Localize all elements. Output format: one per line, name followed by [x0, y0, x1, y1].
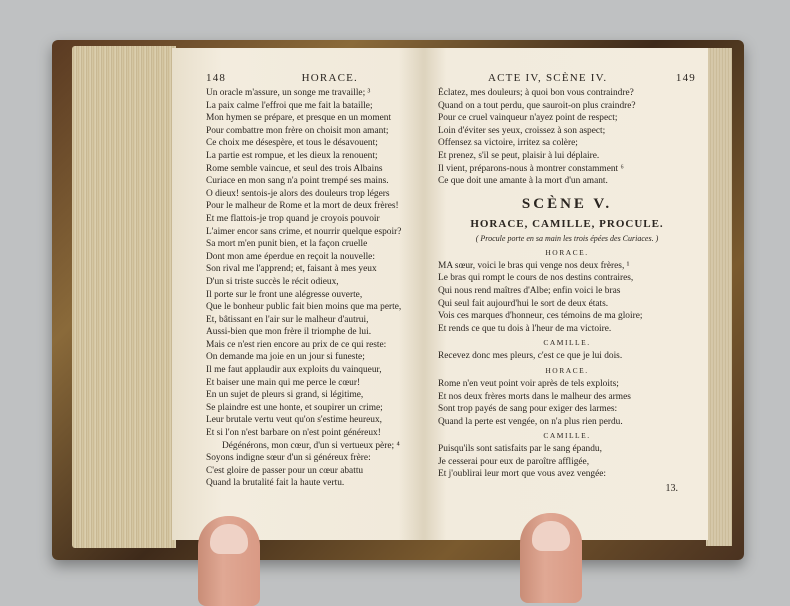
verse-line: Rome semble vaincue, et seul des trois Albains	[206, 163, 383, 174]
verse-line: Quand on a tout perdu, que sauroit-on plus craindre?	[438, 100, 636, 111]
verse-line: Puisqu'ils sont satisfaits par le sang épandu,	[438, 444, 602, 455]
speech-lines	[438, 443, 696, 481]
verse-line: Pour combattre mon frère on choisit mon amant;	[206, 125, 389, 136]
verse-line: Éclatez, mes douleurs; à quoi bon vous contraindre?	[438, 88, 634, 98]
verse-line: Pour ce cruel vainqueur n'ayez point de respect;	[438, 113, 618, 124]
verse-line: Et j'oublirai leur mort que vous avez vengée:	[438, 469, 607, 480]
page-edges-right	[706, 48, 732, 546]
verse-line: Sont trop payés de sang pour exiger des larmes:	[438, 404, 618, 415]
left-verse-block	[206, 87, 414, 490]
right-page	[424, 48, 708, 540]
right-page-number: 149	[675, 72, 696, 84]
speech-lines	[438, 260, 696, 336]
verse-line: Et prenez, s'il se peut, plaisir à lui déplaire.	[438, 150, 600, 161]
speaker-name: HORACE.	[545, 247, 589, 257]
speaker-name: CAMILLE.	[543, 431, 591, 441]
left-running-head	[206, 72, 414, 84]
verse-line: Et si l'on n'est barbare on n'est point généreux!	[206, 428, 381, 439]
right-thumbnail	[532, 521, 570, 551]
verse-line: Son rival me l'apprend; et, faisant à mes yeux	[206, 264, 377, 275]
speech-lines	[438, 378, 696, 428]
verse-line: Et baiser une main qui me perce le cœur!	[206, 377, 361, 388]
verse-line: En un sujet de pleurs si grand, si légitime,	[206, 390, 364, 401]
verse-line: Et rends ce que tu dois à l'heur de ma victoire.	[438, 323, 612, 334]
verse-line: Dont mon ame éperdue en reçoit la nouvelle:	[206, 251, 375, 262]
verse-line: Dégénérons, mon cœur, d'un si vertueux père; ⁴	[222, 440, 400, 451]
verse-line: Je cesserai pour eux de paroître affligée,	[438, 456, 590, 467]
verse-line: On demande ma joie en un jour si funeste;	[206, 352, 365, 363]
verse-line: O dieux! sentois-je alors des douleurs trop légers	[206, 188, 390, 199]
scene-title: SCÈNE V.	[521, 195, 613, 212]
verse-line: Leur brutale vertu veut qu'on s'estime heureux,	[206, 415, 382, 426]
page-edges-left	[72, 46, 176, 548]
verse-line: Un oracle m'assure, un songe me travaille; ³	[206, 88, 371, 98]
verse-line: L'aimer encor sans crime, et nourrir quelque espoir?	[206, 226, 402, 237]
verse-line: Ce choix me désespère, et tous le désavouent;	[206, 138, 378, 149]
verse-line: Qui seul fait aujourd'hui le sort de deux états.	[438, 298, 609, 309]
verse-line: Se plaindre est une honte, et soupirer un crime;	[206, 402, 383, 413]
verse-line: La paix calme l'effroi que me fait la bataille;	[206, 100, 373, 111]
speaker-name: CAMILLE.	[543, 338, 591, 348]
verse-line: Il vient, préparons-nous à montrer constamment ⁶	[438, 163, 624, 174]
left-page	[172, 48, 424, 540]
verse-line: Qui nous rend maîtres d'Albe; enfin voici le bras	[438, 285, 621, 296]
left-page-number: 148	[206, 72, 227, 84]
verse-line: Il porte sur le front une alégresse ouverte,	[206, 289, 363, 300]
verse-line: Quand la brutalité fait la haute vertu.	[206, 478, 345, 489]
verse-line: Il me faut applaudir aux exploits du vainqueur,	[206, 365, 382, 376]
right-running-head	[438, 72, 696, 84]
verse-line: Sa mort m'en punit bien, et la façon cruelle	[206, 239, 368, 250]
verse-line: Mon hymen se prépare, et presque en un moment	[206, 113, 392, 124]
left-running-title: HORACE.	[301, 72, 358, 84]
verse-line: Recevez donc mes pleurs, c'est ce que je lui dois.	[438, 351, 623, 362]
right-running-title: ACTE IV, SCÈNE IV.	[488, 72, 608, 84]
signature-mark: 13.	[665, 483, 678, 495]
verse-line: Offensez sa victoire, irritez sa colère;	[438, 138, 578, 149]
right-verse-top	[438, 87, 696, 188]
verse-line: Quand la perte est vengée, on n'a plus rien perdu.	[438, 416, 623, 427]
verse-line: Ce que doit une amante à la mort d'un amant.	[438, 176, 608, 187]
verse-line: Curiace en mon sang n'a point trempé ses mains.	[206, 176, 389, 187]
verse-line: La partie est rompue, et les dieux la renouent;	[206, 150, 378, 161]
verse-line: Aussi-bien que mon frère il triomphe de lui.	[206, 327, 372, 338]
verse-line: Loin d'éviter ses yeux, croissez à son aspect;	[438, 125, 606, 136]
verse-line: Et, bâtissant en l'air sur le malheur d'autrui,	[206, 314, 369, 325]
verse-line: Pour le malheur de Rome et la mort de deux frères!	[206, 201, 399, 212]
verse-line: Que le bonheur public fait bien moins que ma perte,	[206, 302, 402, 313]
verse-line: Et me flattois-je trop quand je croyois pouvoir	[206, 213, 380, 224]
verse-line: Rome n'en veut point voir après de tels exploits;	[438, 378, 619, 389]
verse-line: Soyons indigne sœur d'un si généreux frère:	[206, 453, 371, 464]
verse-line: Mais ce n'est rien encore au prix de ce qui reste:	[206, 339, 387, 350]
verse-line: Vois ces marques d'honneur, ces témoins de ma gloire;	[438, 311, 643, 322]
verse-line: D'un si triste succès le récit odieux,	[206, 276, 339, 287]
right-thumb	[520, 513, 582, 603]
speaker-name: HORACE.	[545, 365, 589, 375]
speech-lines	[438, 350, 696, 363]
speeches-block	[438, 248, 696, 481]
verse-line: MA sœur, voici le bras qui venge nos deux frères, ¹	[438, 260, 630, 271]
verse-line: C'est gloire de passer pour un cœur abattu	[206, 465, 364, 476]
left-thumbnail	[210, 524, 248, 554]
verse-line: Le bras qui rompt le cours de nos destins contraires,	[438, 273, 634, 284]
scene-characters: HORACE, CAMILLE, PROCULE.	[470, 217, 664, 230]
verse-line: Et nos deux frères morts dans le malheur des armes	[438, 391, 631, 402]
stage-direction: ( Procule porte en sa main les trois épées des Curiaces. )	[475, 233, 659, 243]
